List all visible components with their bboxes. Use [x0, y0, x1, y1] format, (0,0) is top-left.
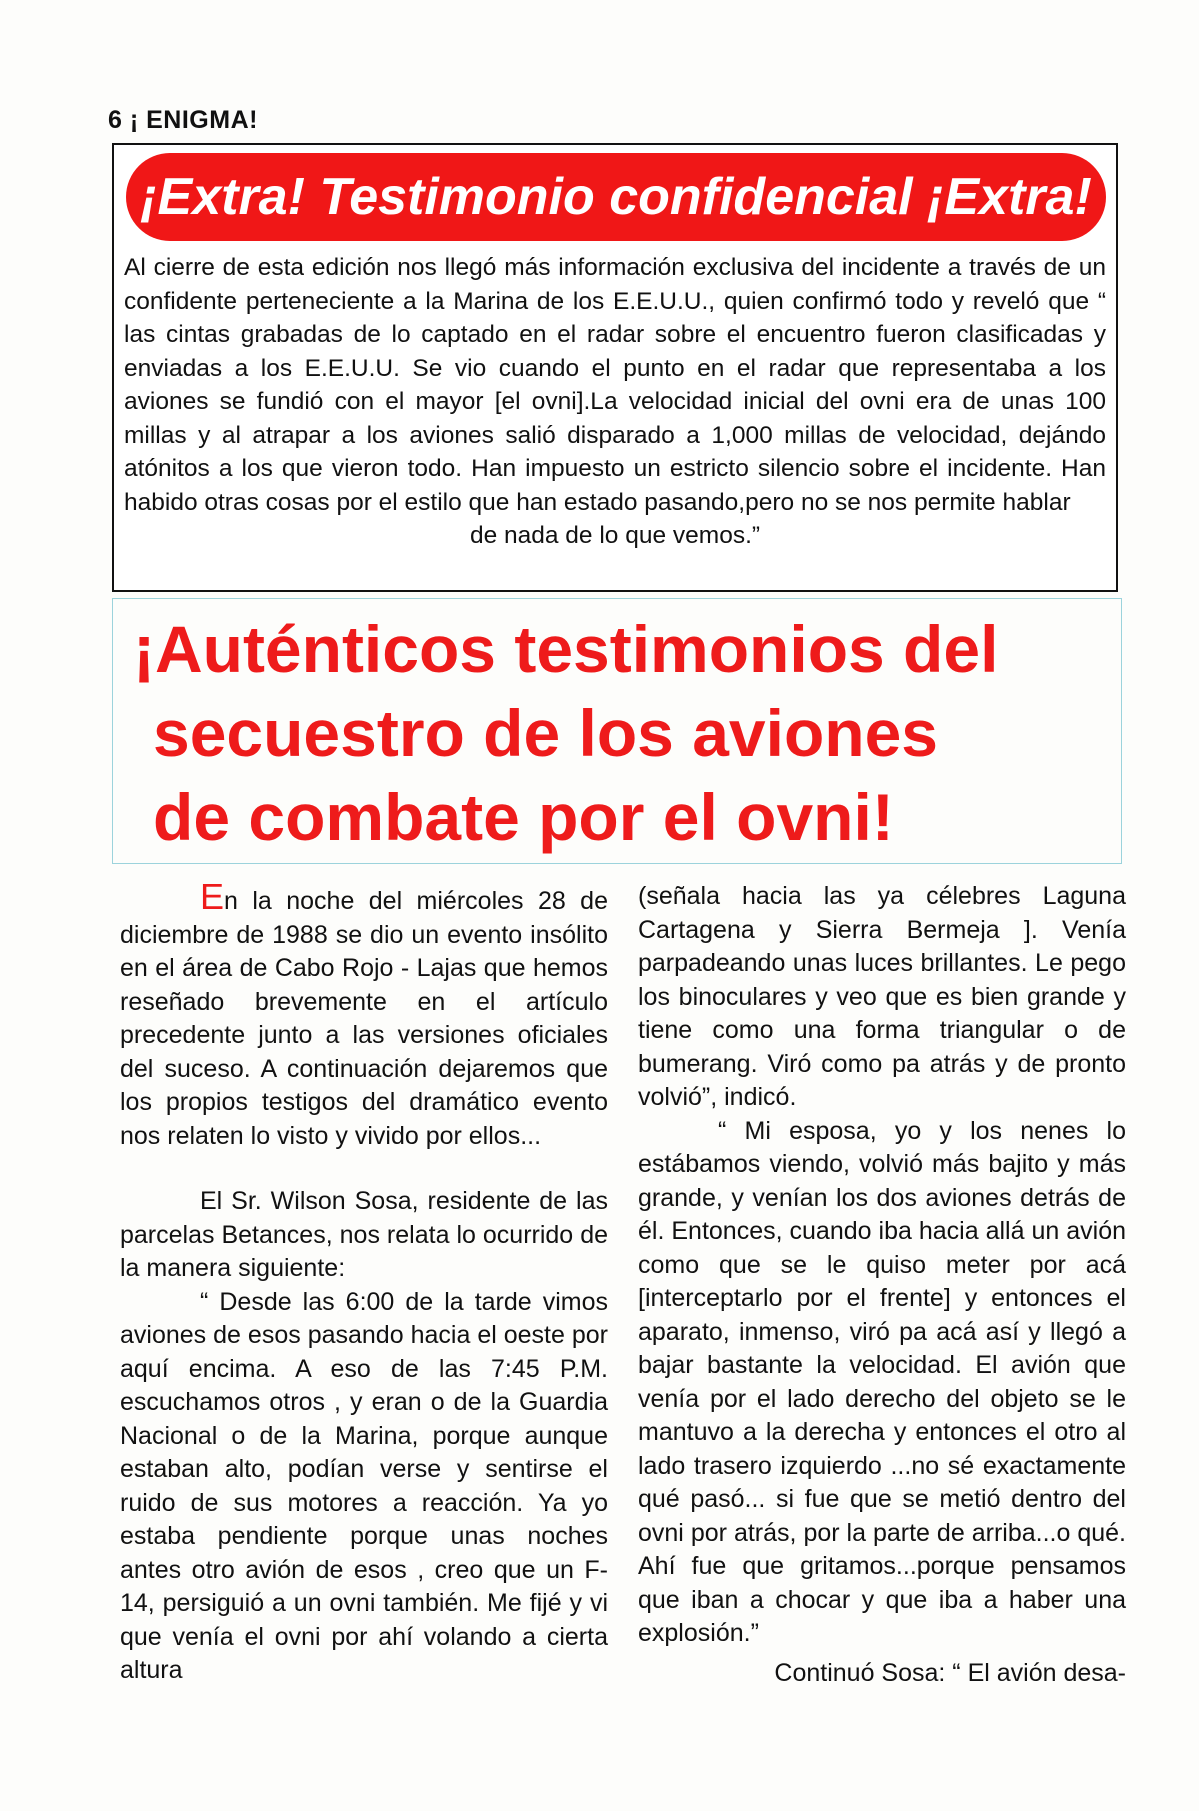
headline-line-2: secuestro de los aviones — [153, 696, 939, 770]
extra-body — [124, 251, 1106, 553]
intro-paragraph-text: n la noche del miércoles 28 de diciembre de 1988 se dio un evento insólito en el área de Cabo Rojo - Lajas que hemos reseñado brevemente en el artículo precedente junto a las versiones oficiales del suceso. A continuación dejaremos que los propios testigos del dramático evento nos relaten lo visto y vivido por ellos... — [120, 887, 608, 1150]
extra-sidebar-box — [112, 143, 1118, 592]
right-paragraph-3: Continuó Sosa: “ El avión desa- — [774, 1658, 1126, 1687]
extra-banner: ¡Extra! Testimonio confidencial ¡Extra! — [126, 153, 1106, 241]
headline-line-3: de combate por el ovni! — [153, 780, 894, 854]
witness-intro-paragraph: El Sr. Wilson Sosa, residente de las parcelas Betances, nos relata lo ocurrido de la manera siguiente: — [120, 1187, 608, 1282]
headline-box — [112, 598, 1122, 864]
left-column — [120, 876, 608, 1688]
right-paragraph-1: (señala hacia las ya célebres Laguna Cartagena y Sierra Bermeja ]. Venía parpadeando unas luces brillantes. Le pego los binoculares y veo que es bien grande y tiene como una forma triangular o de bumerang. Viró como pa atrás y de pronto volvió”, indicó. — [638, 882, 1126, 1111]
article-headline — [133, 607, 998, 859]
headline-line-1: ¡Auténticos testimonios del — [133, 612, 999, 686]
right-column — [638, 880, 1126, 1690]
drop-cap: E — [200, 876, 225, 917]
running-head: 6 ¡ ENIGMA! — [108, 106, 258, 134]
extra-body-text: Al cierre de esta edición nos llegó más información exclusiva del incidente a través de un confidente perteneciente a la Marina de los E.E.U.U., quien confirmó todo y reveló que “ las cintas grabadas de lo captado en el radar sobre el encuentro fueron clasificadas y enviadas a los E.E.U.U. Se vio cuando el punto en el radar que representaba a los aviones se fundió con el mayor [el ovni].La velocidad inicial del ovni era de unas 100 millas y al atrapar a los aviones salió disparado a 1,000 millas de velocidad, dejándo atónitos a los que vieron todo. Han impuesto un estricto silencio sobre el incidente. Han habido otras cosas por el estilo que han estado pasando,pero no se nos permite hablar — [124, 254, 1106, 516]
right-paragraph-2: “ Mi esposa, yo y los nenes lo estábamos viendo, volvió más bajito y más grande, y venían los dos aviones detrás de él. Entonces, cuando iba hacia allá un avión como que se le quiso meter por acá [interceptarlo por el frente] y entonces el aparato, inmenso, viró pa acá así y llegó a bajar bastante la velocidad. El avión que venía por el lado derecho del objeto se le mantuvo a la derecha y entonces el otro al lado trasero izquierdo ...no sé exactamente qué pasó... si fue que se metió dentro del ovni por atrás, por la parte de arriba...o qué. Ahí fue que gritamos...porque pensamos que iban a chocar y que iba a haber una explosión.” — [638, 1116, 1126, 1647]
extra-body-last-line: de nada de lo que vemos.” — [469, 522, 761, 549]
witness-quote-paragraph: “ Desde las 6:00 de la tarde vimos aviones de esos pasando hacia el oeste por aquí encima. A eso de las 7:45 P.M. escuchamos otros , y eran o de la Guardia Nacional o de la Marina, porque aunque estaban alto, podían verse y sentirse el ruido de sus motores a reacción. Ya yo estaba pendiente porque unas noches antes otro avión de esos , creo que un F-14, persiguió a un ovni también. Me fijé y vi que venía el ovni por ahí volando a cierta altura — [120, 1287, 608, 1684]
intro-paragraph — [120, 876, 608, 1153]
